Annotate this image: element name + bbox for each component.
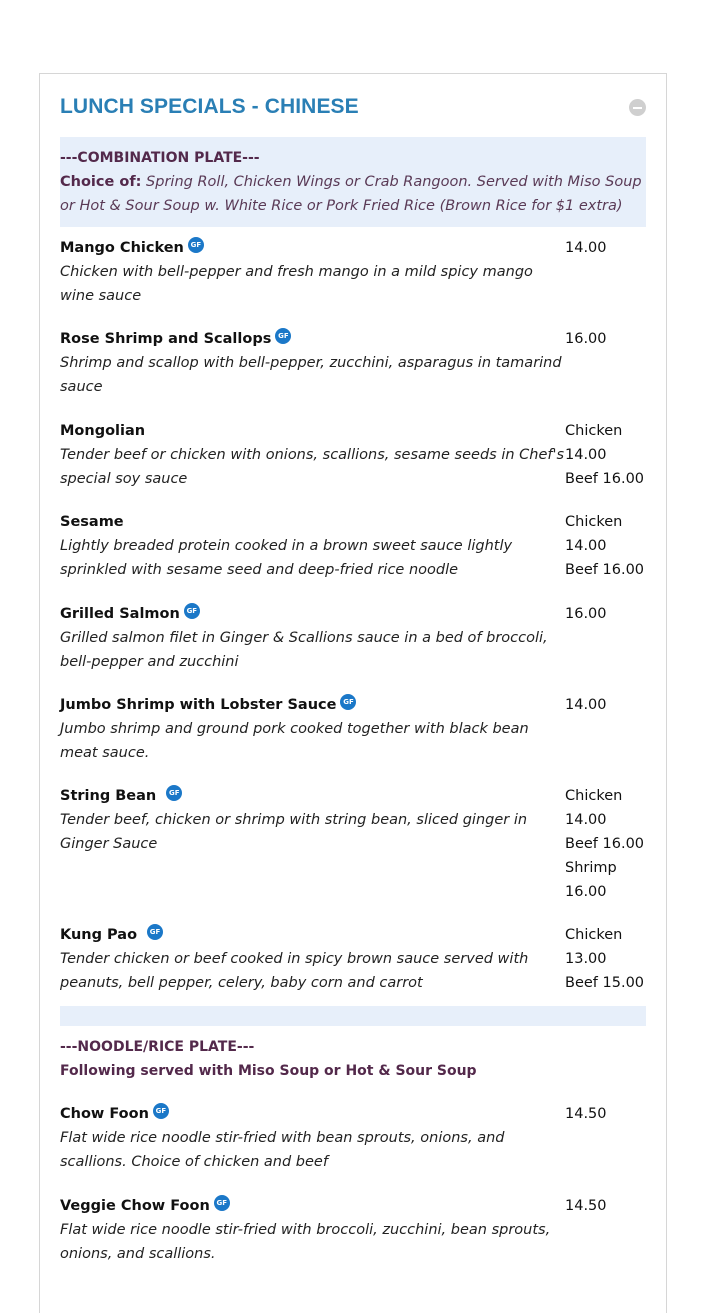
price-line: 14.50: [565, 1198, 607, 1214]
item-name: Jumbo Shrimp with Lobster Sauce: [60, 697, 337, 713]
item-description: Shrimp and scallop with bell-pepper, zucchini, asparagus in tamarind sauce: [60, 355, 562, 395]
noodle-subheading: Following served with Miso Soup or Hot & Sour Soup: [60, 1063, 477, 1079]
item-price: [565, 327, 650, 351]
price-line: 14.00: [565, 697, 607, 713]
gluten-free-icon: GF: [166, 785, 182, 801]
item-name: String Bean: [60, 788, 157, 804]
gluten-free-icon: GF: [153, 1103, 169, 1119]
item-price: [565, 784, 650, 904]
lunch-specials-panel: [39, 73, 667, 1313]
menu-item: [60, 602, 646, 674]
panel-header[interactable]: [60, 92, 646, 122]
menu-item: [60, 693, 646, 765]
gluten-free-icon: GF: [214, 1195, 230, 1211]
gluten-free-icon: GF: [275, 328, 291, 344]
item-name: Kung Pao: [60, 927, 138, 943]
item-name: Grilled Salmon: [60, 606, 180, 622]
item-price: [565, 1102, 650, 1126]
item-price: [565, 693, 650, 717]
item-name: Mongolian: [60, 423, 146, 439]
menu-item: [60, 419, 646, 491]
noodle-section-header: [60, 1035, 646, 1083]
price-line: 13.00: [565, 951, 607, 967]
combination-note: [60, 170, 646, 218]
noodle-heading: ---NOODLE/RICE PLATE---: [60, 1039, 255, 1055]
section-divider: [60, 1006, 646, 1026]
item-description: Lightly breaded protein cooked in a brown sweet sauce lightly sprinkled with sesame seed and deep-fried rice noodle: [60, 538, 513, 578]
price-line: Shrimp: [565, 860, 617, 876]
price-line: 14.00: [565, 538, 607, 554]
item-name: Sesame: [60, 514, 124, 530]
item-price: [565, 923, 650, 995]
price-line: Beef 16.00: [565, 562, 645, 578]
price-line: Chicken: [565, 788, 623, 804]
price-line: 16.00: [565, 884, 607, 900]
price-line: Chicken: [565, 514, 623, 530]
item-price: [565, 419, 650, 491]
menu-item: [60, 784, 646, 900]
item-description: Tender beef, chicken or shrimp with string bean, sliced ginger in Ginger Sauce: [60, 812, 528, 852]
item-description: Jumbo shrimp and ground pork cooked together with black bean meat sauce.: [60, 721, 529, 761]
menu-item: [60, 510, 646, 582]
gluten-free-icon: GF: [147, 924, 163, 940]
price-line: Beef 16.00: [565, 836, 645, 852]
item-description: Tender beef or chicken with onions, scallions, sesame seeds in Chef's special soy sauce: [60, 447, 565, 487]
price-line: 14.00: [565, 447, 607, 463]
gluten-free-icon: GF: [340, 694, 356, 710]
price-line: 14.50: [565, 1106, 607, 1122]
choice-label: Choice of:: [60, 174, 142, 190]
price-line: Chicken: [565, 927, 623, 943]
gluten-free-icon: GF: [188, 237, 204, 253]
menu-item: [60, 1102, 646, 1174]
menu-item: [60, 327, 646, 399]
price-line: Beef 15.00: [565, 975, 645, 991]
menu-item: [60, 1194, 646, 1266]
item-price: [565, 602, 650, 626]
item-price: [565, 510, 650, 582]
item-description: Flat wide rice noodle stir-fried with bean sprouts, onions, and scallions. Choice of chicken and beef: [60, 1130, 505, 1170]
price-line: Beef 16.00: [565, 471, 645, 487]
item-description: Tender chicken or beef cooked in spicy brown sauce served with peanuts, bell pepper, celery, baby corn and carrot: [60, 951, 529, 991]
gluten-free-icon: GF: [184, 603, 200, 619]
price-line: 14.00: [565, 240, 607, 256]
item-name: Rose Shrimp and Scallops: [60, 331, 272, 347]
choice-text: Spring Roll, Chicken Wings or Crab Rangoon. Served with Miso Soup or Hot & Sour Soup w. White Rice or Pork Fried Rice (Brown Rice for $1 extra): [60, 174, 642, 214]
item-name: Chow Foon: [60, 1106, 149, 1122]
combination-heading: ---COMBINATION PLATE---: [60, 150, 260, 166]
item-description: Flat wide rice noodle stir-fried with broccoli, zucchini, bean sprouts, onions, and scallions.: [60, 1222, 551, 1262]
item-price: [565, 236, 650, 260]
price-line: 16.00: [565, 606, 607, 622]
menu-item: [60, 236, 646, 308]
top-partial-decoration: [312, 0, 412, 4]
item-description: Chicken with bell-pepper and fresh mango in a mild spicy mango wine sauce: [60, 264, 533, 304]
item-name: Mango Chicken: [60, 240, 184, 256]
collapse-icon[interactable]: [629, 99, 646, 116]
panel-title: LUNCH SPECIALS - CHINESE: [60, 95, 359, 118]
price-line: Chicken: [565, 423, 623, 439]
price-line: 16.00: [565, 331, 607, 347]
item-price: [565, 1194, 650, 1218]
price-line: 14.00: [565, 812, 607, 828]
combination-plate-box: [60, 137, 646, 227]
item-description: Grilled salmon filet in Ginger & Scallions sauce in a bed of broccoli, bell-pepper and zucchini: [60, 630, 548, 670]
menu-item: [60, 923, 646, 995]
item-name: Veggie Chow Foon: [60, 1198, 210, 1214]
